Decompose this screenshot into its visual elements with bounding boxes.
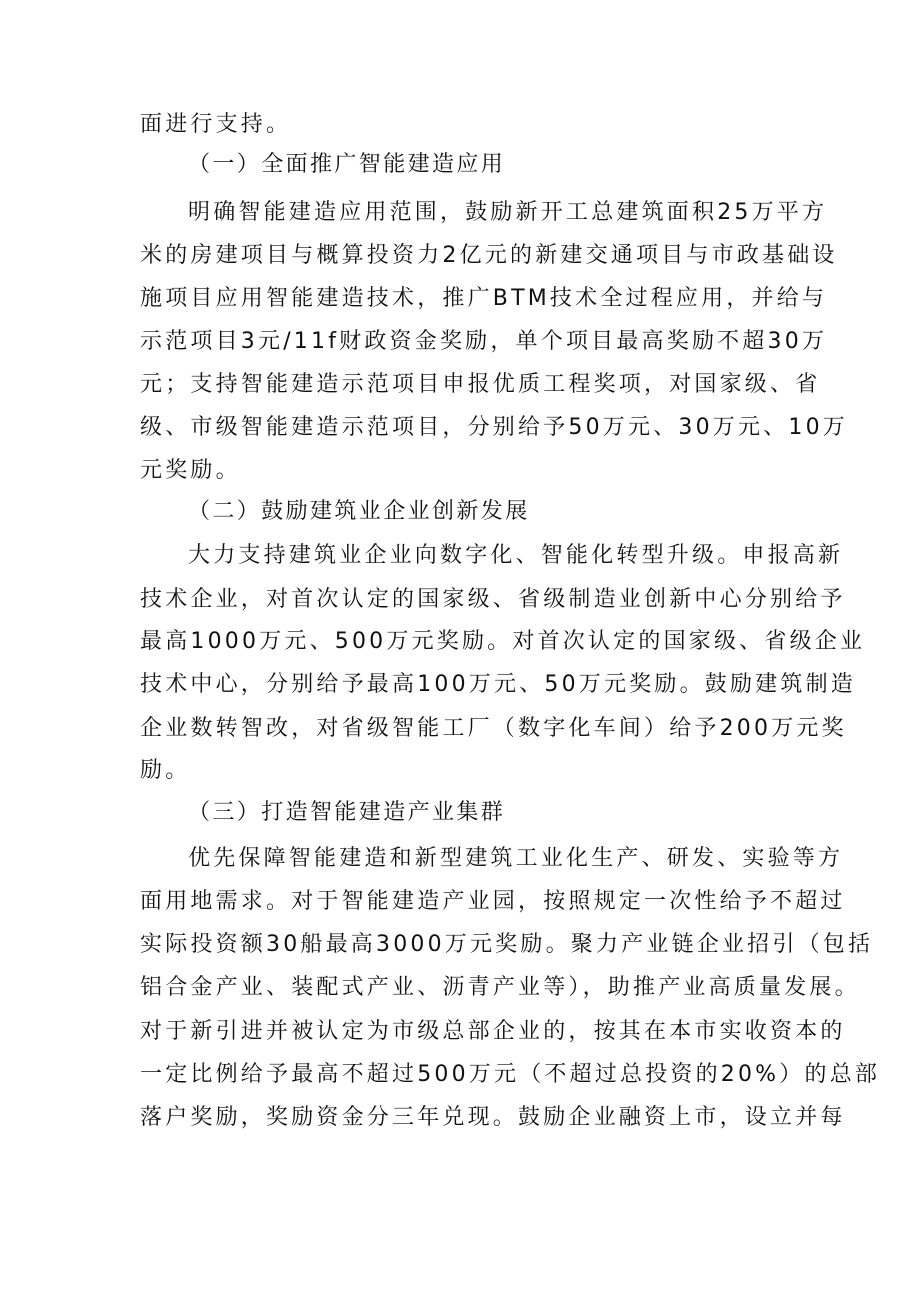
text-line: 技术企业，对首次认定的国家级、省级制造业创新中心分别给予 <box>140 587 846 612</box>
text-line: 面进行支持。 <box>140 112 292 137</box>
text-line: 一定比例给予最高不超过500万元（不超过总投资的20%）的总部 <box>140 1062 881 1087</box>
text-line: 技术中心，分别给予最高100万元、50万元奖励。鼓励建筑制造 <box>140 672 856 697</box>
text-line: 米的房建项目与概算投资力2亿元的新建交通项目与市政基础设 <box>140 243 838 268</box>
text-line: 元奖励。 <box>140 458 241 483</box>
section-heading-1: （一）全面推广智能建造应用 <box>188 152 506 177</box>
text-line: 施项目应用智能建造技术，推广BTM技术全过程应用，并给与 <box>140 286 828 311</box>
text-line: 面用地需求。对于智能建造产业园，按照规定一次性给予不超过 <box>140 889 846 914</box>
text-line: 励。 <box>140 758 191 783</box>
text-line: 元；支持智能建造示范项目申报优质工程奖项，对国家级、省 <box>140 372 821 397</box>
text-line: 最高1000万元、500万元奖励。对首次认定的国家级、省级企业 <box>140 629 866 654</box>
text-line: 明确智能建造应用范围，鼓励新开工总建筑面积25万平方 <box>188 200 828 225</box>
text-line: 示范项目3元/11f财政资金奖励，单个项目最高奖励不超30万 <box>140 329 828 354</box>
text-line: 级、市级智能建造示范项目，分别给予50万元、30万元、10万 <box>140 415 848 440</box>
text-line: 优先保障智能建造和新型建筑工业化生产、研发、实验等方 <box>188 846 844 871</box>
text-line: 落户奖励，奖励资金分三年兑现。鼓励企业融资上市，设立并每 <box>140 1105 846 1130</box>
text-line: 大力支持建筑业企业向数字化、智能化转型升级。申报高新 <box>188 543 844 568</box>
text-line: 铝合金产业、装配式产业、沥青产业等），助推产业高质量发展。 <box>140 975 860 1000</box>
section-heading-2: （二）鼓励建筑业企业创新发展 <box>188 499 530 524</box>
text-line: 企业数转智改，对省级智能工厂（数字化车间）给予200万元奖 <box>140 716 847 741</box>
text-line: 实际投资额30船最高3000万元奖励。聚力产业链企业招引（包括 <box>140 932 874 957</box>
section-heading-3: （三）打造智能建造产业集群 <box>188 800 506 825</box>
text-line: 对于新引进并被认定为市级总部企业的，按其在本市实收资本的 <box>140 1019 846 1044</box>
